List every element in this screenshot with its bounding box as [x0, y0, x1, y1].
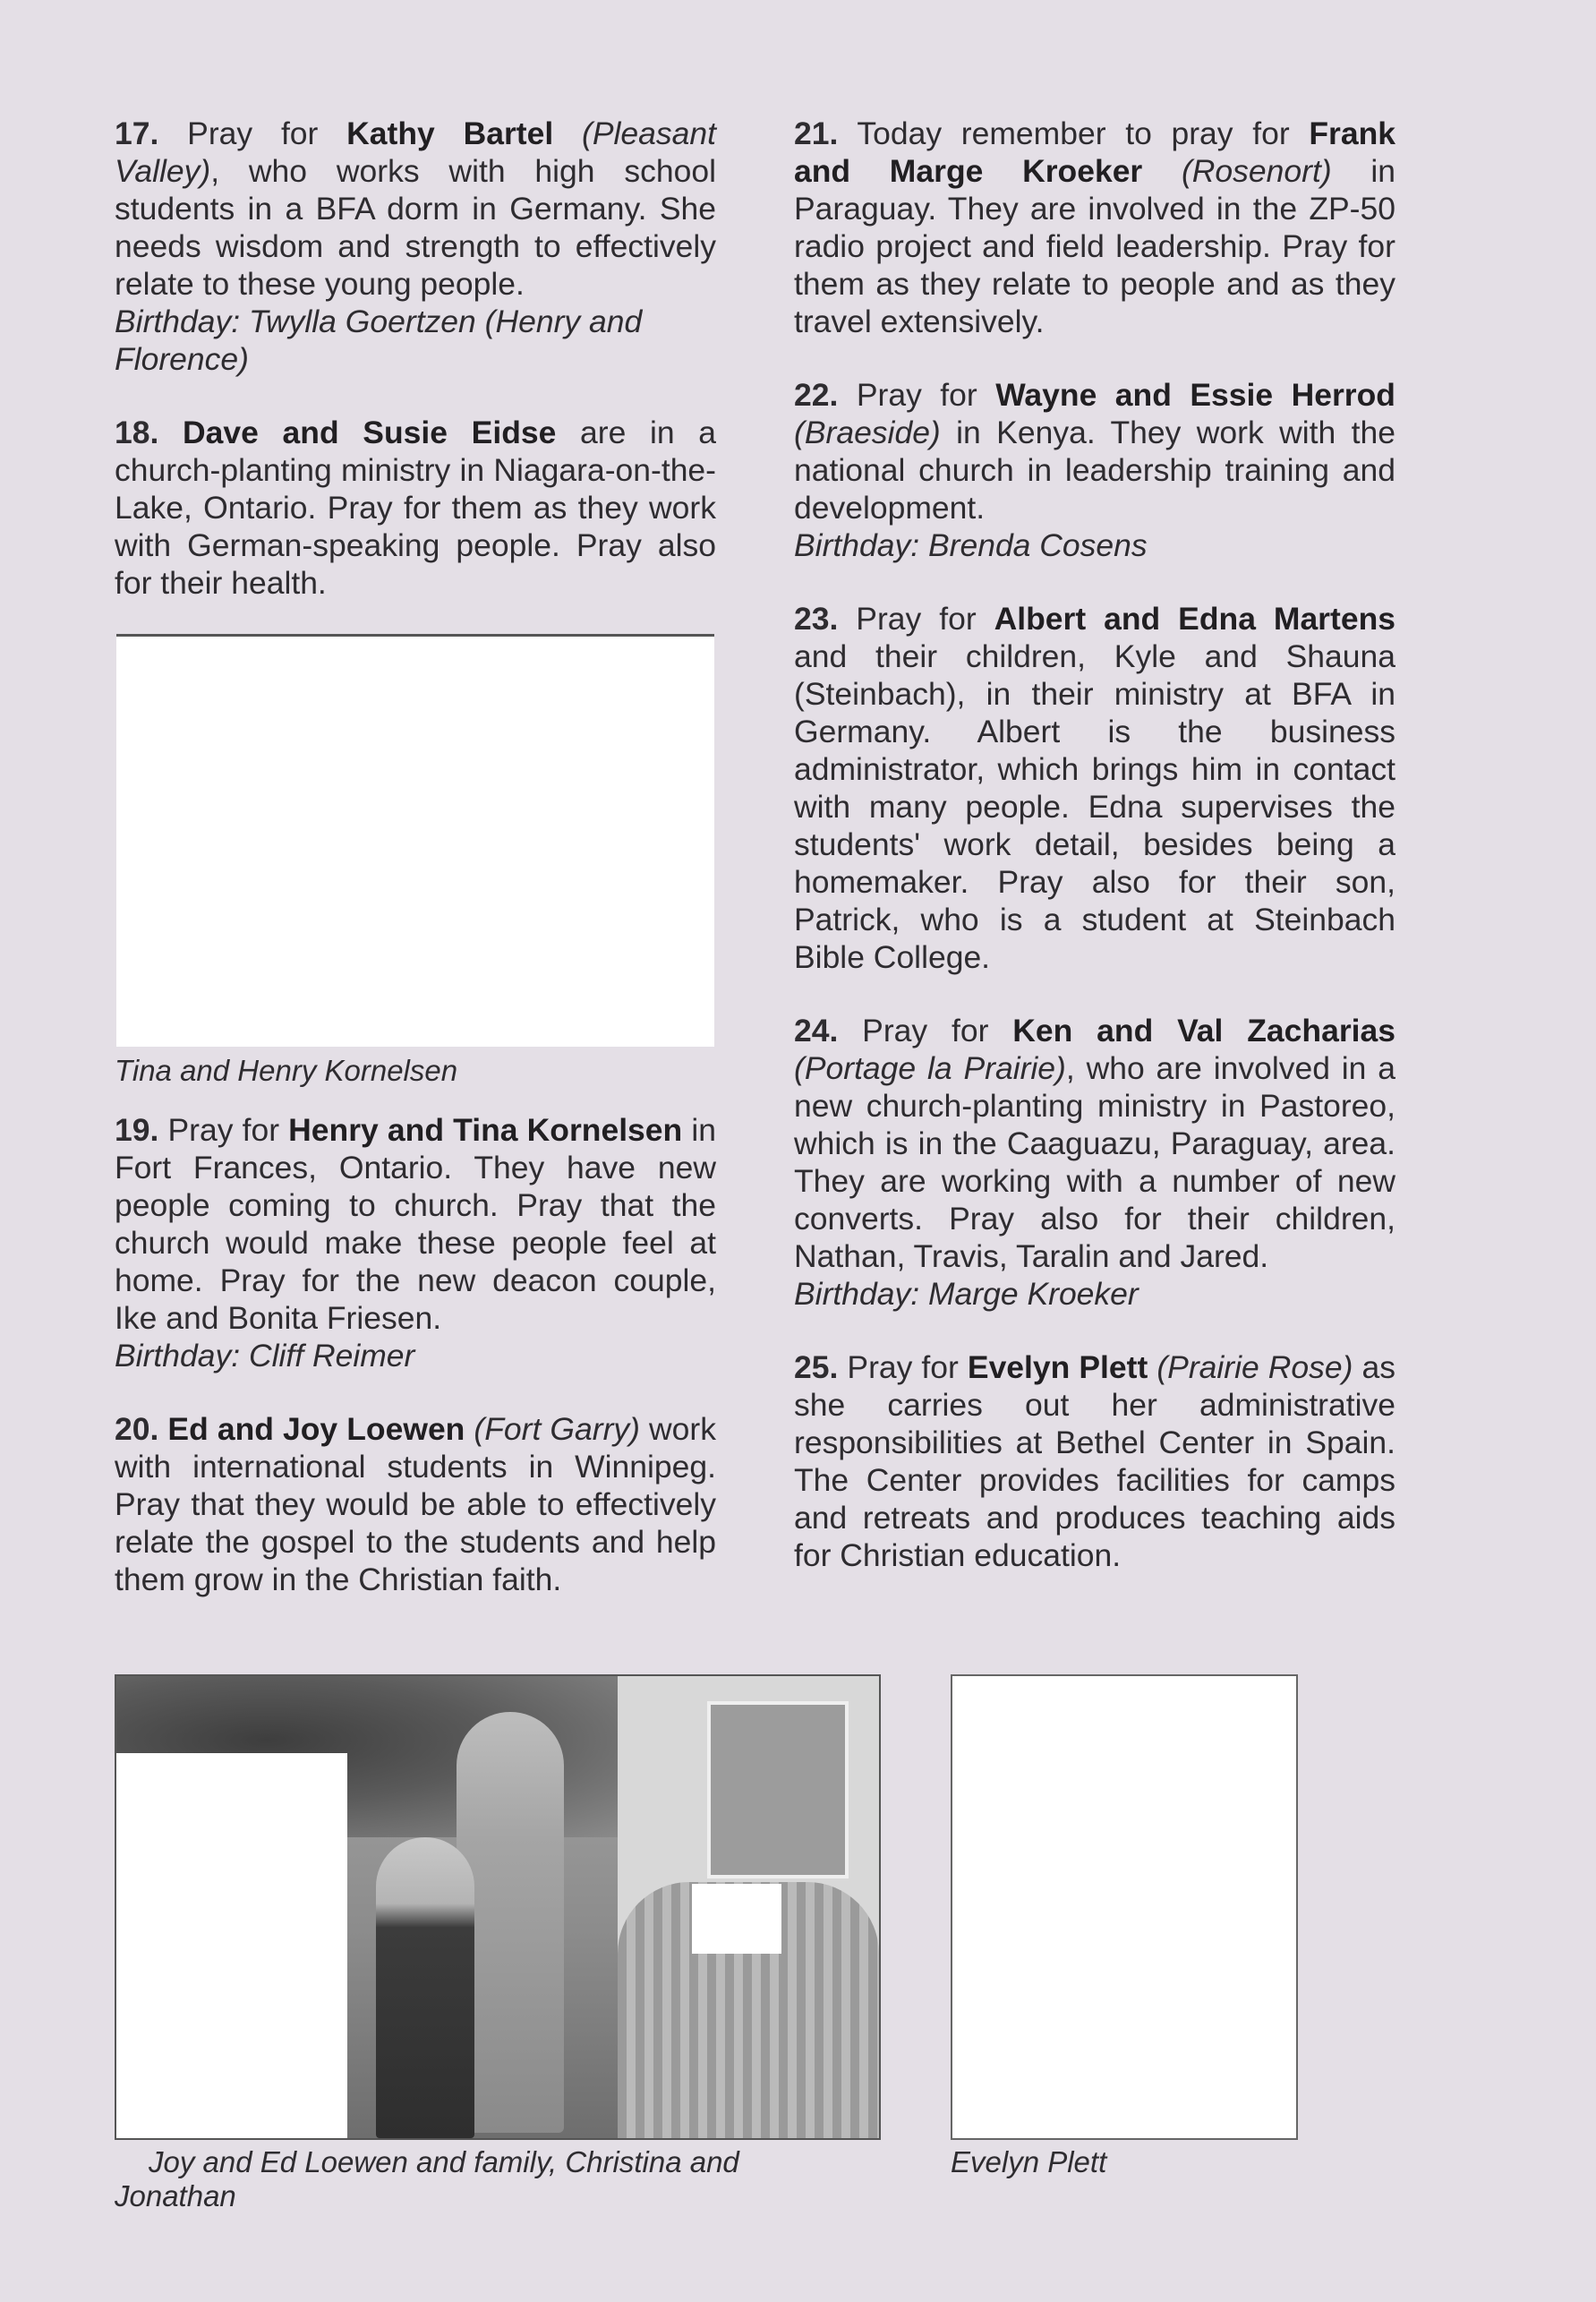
home-church: (Portage la Prairie) — [794, 1050, 1066, 1086]
entry-lead: Pray for — [838, 1013, 1013, 1048]
left-column — [115, 115, 716, 1634]
missionary-name: Henry and Tina Kornelsen — [288, 1112, 683, 1148]
entry-text: in Kenya. They work with the national church in leadership training and development. — [794, 415, 1395, 526]
entry-number: 25. — [794, 1349, 839, 1385]
entry-text: in Fort Frances, Ontario. They have new people coming to church. Pray that the church would make these people feel at home. Pray for the new deacon couple, Ike and Bonita Friesen. — [115, 1112, 716, 1336]
entry-text: in Paraguay. They are involved in the ZP-50 radio project and field leadership. Pray for them as they relate to people and as they travel extensively. — [794, 153, 1395, 339]
prayer-entry-22 — [794, 376, 1395, 564]
prayer-entry-19 — [115, 1111, 716, 1374]
missionary-name: Frank and Marge Kroeker — [794, 116, 1395, 189]
home-church: (Braeside) — [794, 415, 941, 450]
entry-lead — [158, 415, 183, 450]
entry-lead: Pray for — [838, 601, 994, 637]
missionary-name: Evelyn Plett — [967, 1349, 1148, 1385]
prayer-entry-17 — [115, 115, 716, 378]
home-church: (Fort Garry) — [465, 1411, 640, 1447]
entry-text: , who are involved in a new church-planting ministry in Pastoreo, which is in the Caaguazu, Paraguay, area. They are working with a number of new converts. Pray also for their children, Nathan, Travis, Taralin and Jared. — [794, 1050, 1395, 1274]
entry-lead: Pray for — [838, 1349, 968, 1385]
entry-number: 18. — [115, 415, 159, 450]
plett-photo — [951, 1674, 1298, 2140]
missionary-name: Wayne and Essie Herrod — [995, 377, 1395, 413]
entry-number: 20. — [115, 1411, 159, 1447]
photo-person-boy — [376, 1837, 474, 2138]
prayer-entry-24 — [794, 1012, 1395, 1313]
photo-redaction-left — [116, 1753, 347, 2138]
prayer-entry-21 — [794, 115, 1395, 340]
missionary-name: Dave and Susie Eidse — [183, 415, 557, 450]
home-church: (Prairie Rose) — [1148, 1349, 1353, 1385]
photo-redaction-face — [692, 1884, 781, 1954]
plett-caption: Evelyn Plett — [951, 2145, 1107, 2178]
entry-lead — [158, 1411, 167, 1447]
missionary-name: Ken and Val Zacharias — [1012, 1013, 1396, 1048]
entry-lead: Today remember to pray for — [838, 116, 1310, 151]
loewen-family-photo — [115, 1674, 881, 2140]
birthday-line: Birthday: Marge Kroeker — [794, 1276, 1139, 1312]
prayer-entry-23 — [794, 600, 1395, 976]
missionary-name: Ed and Joy Loewen — [167, 1411, 465, 1447]
photo-window — [707, 1701, 849, 1878]
entry-number: 24. — [794, 1013, 839, 1048]
entry-number: 19. — [115, 1112, 159, 1148]
kornelsen-photo — [116, 634, 714, 1047]
loewen-caption: Joy and Ed Loewen and family, Christina and Jonathan — [115, 2145, 739, 2212]
entry-number: 22. — [794, 377, 839, 413]
entry-lead: Pray for — [158, 1112, 289, 1148]
home-church: (Pleasant Valley) — [115, 116, 717, 189]
entry-number: 17. — [115, 116, 159, 151]
birthday-line: Birthday: Cliff Reimer — [115, 1338, 415, 1373]
right-column — [794, 115, 1395, 1610]
missionary-name: Albert and Edna Martens — [994, 601, 1395, 637]
entry-text: as she carries out her administrative responsibilities at Bethel Center in Spain. The Center provides facilities for camps and retreats and produces teaching aids for Christian education. — [794, 1349, 1396, 1573]
missionary-name: Kathy Bartel — [346, 116, 554, 151]
prayer-entry-20 — [115, 1410, 716, 1598]
entry-lead: Pray for — [158, 116, 347, 151]
entry-text: and their children, Kyle and Shauna (Steinbach), in their ministry at BFA in Germany. Albert is the business administrator, which brings him in contact with many people. Edna supervises the students' work detail, besides being a homemaker. Pray also for their son, Patrick, who is a student at Steinbach Bible College. — [794, 638, 1395, 975]
prayer-entry-18 — [115, 414, 716, 602]
home-church: (Rosenort) — [1142, 153, 1332, 189]
entry-lead: Pray for — [838, 377, 996, 413]
entry-number: 23. — [794, 601, 839, 637]
entry-number: 21. — [794, 116, 839, 151]
prayer-entry-25 — [794, 1348, 1395, 1574]
entry-text: work with international students in Winnipeg. Pray that they would be able to effectively relate the gospel to the students and help them grow in the Christian faith. — [115, 1411, 716, 1597]
kornelsen-caption: Tina and Henry Kornelsen — [115, 1054, 458, 1087]
entry-text: are in a church-planting ministry in Niagara-on-the-Lake, Ontario. Pray for them as they work with German-speaking people. Pray also for their health. — [115, 415, 716, 601]
entry-text: , who works with high school students in a BFA dorm in Germany. She needs wisdom and strength to effectively relate to these young people. — [115, 153, 716, 302]
birthday-line: Birthday: Brenda Cosens — [794, 527, 1148, 563]
birthday-line: Birthday: Twylla Goertzen (Henry and Florence) — [115, 304, 643, 377]
